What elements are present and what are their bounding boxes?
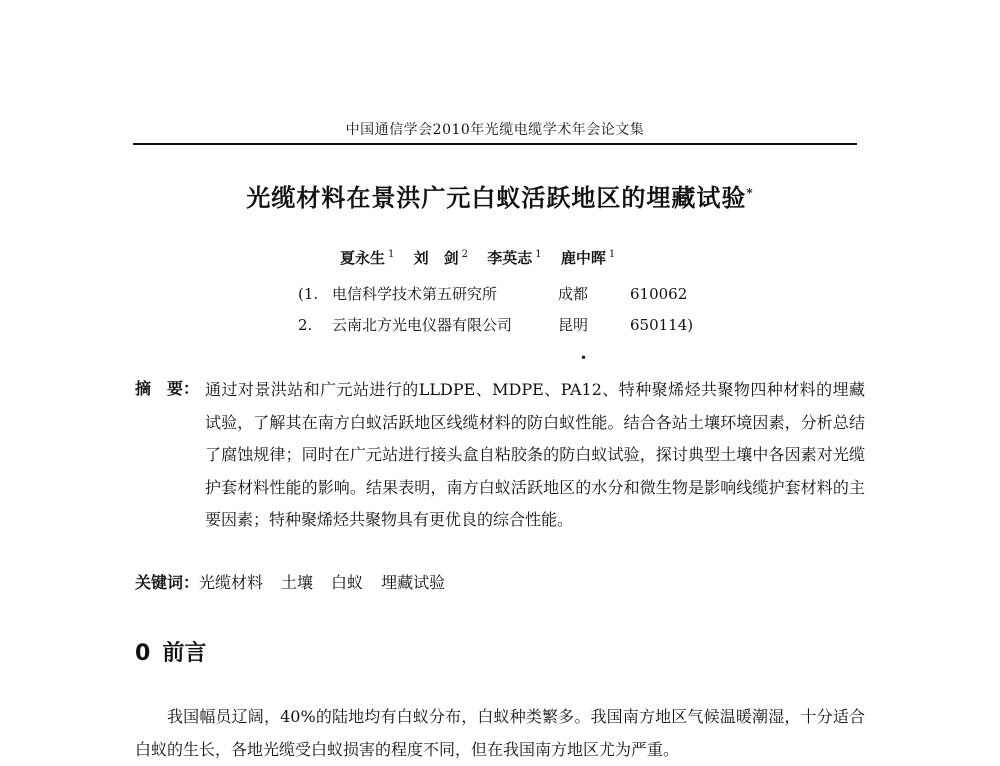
author-name: 鹿中晖	[560, 249, 606, 267]
author	[414, 247, 468, 268]
author-name: 刘 剑	[413, 249, 459, 267]
affiliation-org: 电信科学技术第五研究所	[332, 285, 498, 303]
author	[561, 247, 615, 268]
abstract-text: 通过对景洪站和广元站进行的LLDPE、MDPE、PA12、特种聚烯烃共聚物四种材料的埋藏试验，了解其在南方白蚁活跃地区线缆材料的防白蚁性能。结合各站土壤环境因素，分析总结了腐蚀规律；同时在广元站进行接头盒自粘胶条的防白蚁试验，探讨典型土壤中各因素对光缆护套材料性能的影响。结果表明，南方白蚁活跃地区的水分和微生物是影响线缆护套材料的主要因素；特种聚烯烃共聚物具有更优良的综合性能。	[205, 380, 865, 530]
header-rule	[133, 143, 857, 145]
affiliation	[298, 314, 693, 335]
keywords-line	[135, 570, 463, 593]
affiliation-postcode: 650114)	[630, 316, 694, 334]
affiliation	[298, 283, 687, 304]
running-header: 中国通信学会2010年光缆电缆学术年会论文集	[345, 122, 645, 138]
keyword: 土壤	[281, 573, 314, 592]
title-footnote-mark: *	[746, 186, 754, 200]
section-heading	[135, 636, 206, 667]
section-title: 前言	[162, 641, 207, 666]
affiliation-city: 成都	[558, 285, 589, 303]
affiliation-number: 2.	[298, 316, 313, 334]
author-name: 李英志	[487, 249, 533, 267]
paper-title-text: 光缆材料在景洪广元白蚁活跃地区的埋藏试验	[246, 183, 747, 212]
affiliation-number: (1.	[298, 285, 319, 303]
keyword: 光缆材料	[199, 573, 264, 592]
author-affiliation-mark: 1	[608, 249, 616, 260]
stray-mark: •	[580, 351, 588, 365]
abstract-label: 摘 要：	[135, 379, 200, 398]
intro-paragraph: 我国幅员辽阔，40%的陆地均有白蚁分布，白蚁种类繁多。我国南方地区气候温暖潮湿，十分适合白蚁的生长，各地光缆受白蚁损害的程度不同，但在我国南方地区尤为严重。	[135, 707, 865, 759]
keyword: 白蚁	[331, 573, 364, 592]
author	[340, 247, 394, 268]
author-affiliation-mark: 2	[461, 249, 469, 260]
author-affiliation-mark: 1	[388, 249, 395, 260]
author	[487, 247, 541, 268]
paper-title	[135, 178, 865, 213]
affiliation-postcode: 610062	[630, 285, 688, 303]
affiliation-city: 昆明	[558, 316, 589, 334]
author-affiliation-mark: 1	[535, 249, 542, 260]
author-list	[340, 247, 629, 268]
author-name: 夏永生	[340, 249, 386, 267]
keywords-label: 关键词：	[135, 573, 200, 592]
affiliation-org: 云南北方光电仪器有限公司	[332, 316, 513, 334]
keyword: 埋藏试验	[381, 573, 446, 592]
section-number: 0	[135, 641, 151, 666]
